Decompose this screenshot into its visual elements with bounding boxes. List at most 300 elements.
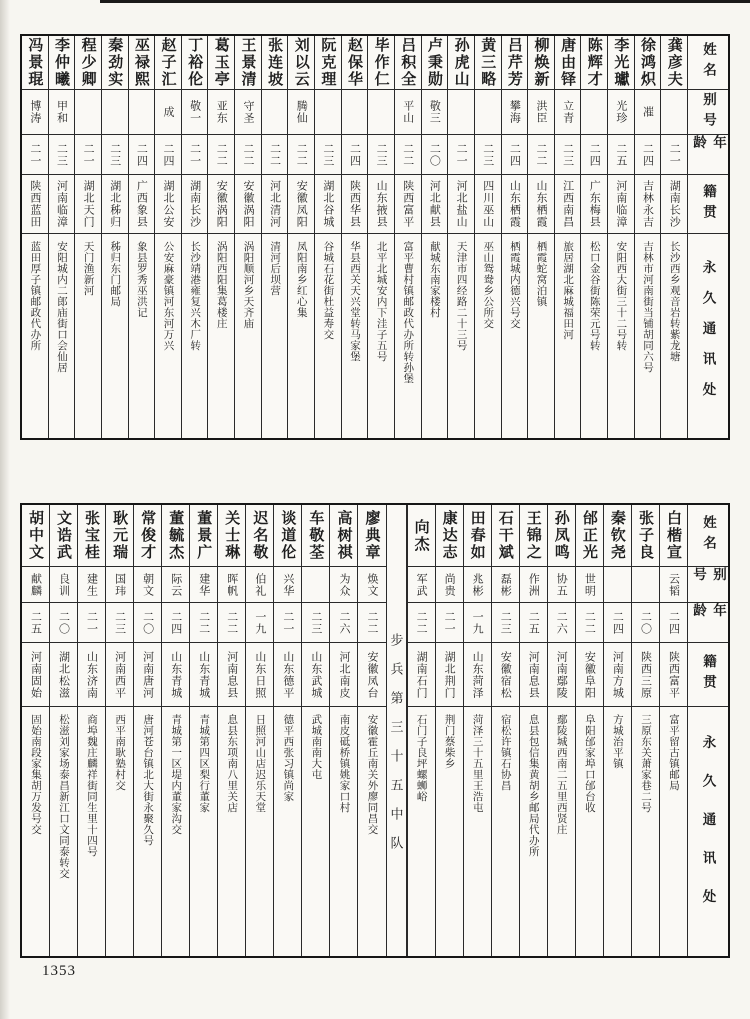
address-cell: 富平曹村镇邮政代办所转孙堡 (402, 241, 414, 384)
unit-label-column: 步兵第三十五中队 (386, 505, 406, 956)
person-column (634, 36, 661, 438)
person-column (128, 36, 155, 438)
address-cell: 象县罗秀巫洪记 (135, 241, 147, 318)
address-cell: 南皮砥桥镇姚家口村 (338, 714, 350, 813)
origin-cell: 陕西华县 (342, 175, 368, 234)
name-cell: 关士琳 (218, 505, 245, 567)
person-column (435, 505, 463, 956)
name-cell: 耿元瑞 (106, 505, 133, 567)
scan-artifact-top-line (100, 0, 750, 3)
address-cell: 方城治平镇 (611, 714, 623, 769)
alias-cell: 云韬 (660, 567, 687, 603)
age-cell: 二四 (604, 603, 631, 643)
alias-cell: 立青 (555, 90, 581, 135)
age-cell: 二二 (208, 135, 234, 175)
alias-cell (315, 90, 341, 135)
alias-cell: 亚东 (208, 90, 234, 135)
name-cell: 卢秉勋 (422, 36, 448, 90)
age-cell: 二〇 (50, 603, 77, 643)
person-column (133, 505, 161, 956)
origin-cell: 河南息县 (520, 643, 547, 707)
age-cell: 二二 (262, 135, 288, 175)
origin-cell: 河南西平 (106, 643, 133, 707)
alias-cell: 尚贵 (436, 567, 463, 603)
age-cell: 二四 (660, 603, 687, 643)
age-cell: 一九 (246, 603, 273, 643)
header-address: 永久通讯处 (700, 259, 716, 413)
name-cell: 李光瓛 (608, 36, 634, 90)
origin-cell: 河南固始 (22, 643, 49, 707)
origin-cell: 山东青城 (190, 643, 217, 707)
name-cell: 冯景琨 (22, 36, 48, 90)
address-cell: 商埠魏庄麟祥街同生里十四号 (86, 714, 98, 857)
person-column (77, 505, 105, 956)
alias-cell (342, 90, 368, 135)
alias-cell: 际云 (162, 567, 189, 603)
origin-cell: 安徽凤阳 (288, 175, 314, 234)
alias-cell: 腾仙 (288, 90, 314, 135)
address-cell: 青城第四区梨行董家 (198, 714, 210, 813)
alias-cell: 兆彬 (464, 567, 491, 603)
origin-cell: 陕西富平 (660, 643, 687, 707)
address-cell: 青城第一区堤内董家沟交 (170, 714, 182, 835)
alias-cell (475, 90, 501, 135)
page-number: 1353 (42, 963, 76, 979)
address-cell: 武城南南大屯 (310, 714, 322, 780)
alias-cell: 焕文 (358, 567, 385, 603)
age-cell: 二三 (106, 603, 133, 643)
bottom-roster-table (20, 503, 730, 958)
age-cell: 二二 (395, 135, 421, 175)
address-cell: 息县东项南八里关店 (226, 714, 238, 813)
origin-cell: 山东栖霞 (528, 175, 554, 234)
address-cell: 凤阳南乡红心集 (295, 241, 307, 318)
person-column (261, 36, 288, 438)
age-cell: 二二 (408, 603, 435, 643)
name-cell: 赵子汇 (155, 36, 181, 90)
address-cell: 华县西关天兴堂转马家堡 (349, 241, 360, 362)
name-cell: 李仲曦 (49, 36, 75, 90)
alias-cell: 协五 (548, 567, 575, 603)
alias-cell (262, 90, 288, 135)
alias-cell: 光珍 (608, 90, 634, 135)
name-cell: 董毓杰 (162, 505, 189, 567)
age-cell: 二三 (368, 135, 394, 175)
person-column (181, 36, 208, 438)
alias-cell: 伯礼 (246, 567, 273, 603)
origin-cell: 湖南长沙 (182, 175, 208, 234)
top-roster-table (20, 34, 730, 440)
age-cell: 二四 (635, 135, 661, 175)
origin-cell: 河北清河 (262, 175, 288, 234)
name-cell: 常俊才 (134, 505, 161, 567)
name-cell: 柳焕新 (528, 36, 554, 90)
header-column (687, 505, 728, 956)
age-cell: 二六 (330, 603, 357, 643)
header-name: 姓名 (688, 505, 728, 567)
person-column (22, 36, 48, 438)
address-cell: 栖霞城内德兴号交 (508, 241, 520, 329)
person-column (491, 505, 519, 956)
name-cell: 高树祺 (330, 505, 357, 567)
address-cell: 阜阳邰家埠口邰台收 (583, 714, 595, 813)
person-column (154, 36, 181, 438)
header-origin: 籍贯 (688, 643, 728, 707)
person-column (105, 505, 133, 956)
person-column (245, 505, 273, 956)
origin-cell: 四川巫山 (475, 175, 501, 234)
address-cell: 栖霞蛇窝泊镇 (535, 241, 547, 307)
address-cell: 荆门蔡柴乡 (443, 714, 455, 769)
header-name: 姓名 (688, 36, 728, 90)
alias-cell: 博涛 (22, 90, 48, 135)
name-cell: 邰正光 (576, 505, 603, 567)
person-column (301, 505, 329, 956)
origin-cell: 陕西三原 (632, 643, 659, 707)
name-cell: 田春如 (464, 505, 491, 567)
age-cell: 二二 (235, 135, 261, 175)
person-column (161, 505, 189, 956)
address-cell: 吉林市河南街当铺胡同六号 (642, 241, 654, 373)
person-column (367, 36, 394, 438)
address-cell: 献城东南家楼村 (428, 241, 440, 318)
name-cell: 康达志 (436, 505, 463, 567)
name-cell: 葛玉亭 (208, 36, 234, 90)
person-column (48, 36, 75, 438)
origin-cell: 安徽涡阳 (208, 175, 234, 234)
age-cell: 二三 (492, 603, 519, 643)
alias-cell: 为众 (330, 567, 357, 603)
alias-cell (368, 90, 394, 135)
name-cell: 孙凤鸣 (548, 505, 575, 567)
address-cell: 菏泽三十五里王浩屯 (471, 714, 483, 813)
person-column (547, 505, 575, 956)
person-column (22, 505, 49, 956)
address-cell: 旅居湖北麻城福田河 (562, 241, 574, 340)
name-cell: 胡中文 (22, 505, 49, 567)
address-cell: 安徽霍丘南关外廖同昌交 (366, 714, 378, 835)
address-cell: 三原东关萧家巷二号 (639, 714, 651, 813)
age-cell: 二五 (520, 603, 547, 643)
alias-cell: 朝文 (134, 567, 161, 603)
alias-cell: 守圣 (235, 90, 261, 135)
alias-cell: 建华 (190, 567, 217, 603)
age-cell: 二四 (502, 135, 528, 175)
person-column (287, 36, 314, 438)
alias-cell (102, 90, 128, 135)
age-cell: 二四 (162, 603, 189, 643)
alias-cell: 国玮 (106, 567, 133, 603)
person-column (474, 36, 501, 438)
name-cell: 王锦之 (520, 505, 547, 567)
origin-cell: 陕西蓝田 (22, 175, 48, 234)
name-cell: 孙虎山 (448, 36, 474, 90)
name-cell: 毕作仁 (368, 36, 394, 90)
origin-cell: 湖北谷城 (315, 175, 341, 234)
age-cell: 二一 (661, 135, 687, 175)
address-cell: 天门渔新河 (82, 241, 94, 296)
alias-cell: 磊彬 (492, 567, 519, 603)
origin-cell: 湖北秭归 (102, 175, 128, 234)
name-cell: 吕积全 (395, 36, 421, 90)
alias-cell: 世明 (576, 567, 603, 603)
origin-cell: 河南临漳 (608, 175, 634, 234)
origin-cell: 山东青城 (162, 643, 189, 707)
address-cell: 长沙靖港雍复兴木厂转 (189, 241, 201, 351)
person-column (463, 505, 491, 956)
name-cell: 廖典章 (358, 505, 385, 567)
age-cell: 二二 (288, 135, 314, 175)
address-cell: 息县包信集黄胡乡邮局代办所 (527, 714, 539, 857)
name-cell: 唐由铎 (555, 36, 581, 90)
age-cell: 二四 (581, 135, 607, 175)
header-alias: 别号 (688, 567, 728, 603)
person-column (74, 36, 101, 438)
origin-cell: 河南鄢陵 (548, 643, 575, 707)
alias-cell: 作洲 (520, 567, 547, 603)
alias-cell (129, 90, 155, 135)
alias-cell: 良训 (50, 567, 77, 603)
origin-cell: 湖北松滋 (50, 643, 77, 707)
origin-cell: 山东日照 (246, 643, 273, 707)
origin-cell: 山东德平 (274, 643, 301, 707)
address-cell: 谷城石花街杜益寿交 (322, 241, 334, 340)
alias-cell (581, 90, 607, 135)
name-cell: 车敬荃 (302, 505, 329, 567)
name-cell: 黄三略 (475, 36, 501, 90)
origin-cell: 山东栖霞 (502, 175, 528, 234)
name-cell: 徐鸿炽 (635, 36, 661, 90)
origin-cell: 河北南皮 (330, 643, 357, 707)
origin-cell: 广东梅县 (581, 175, 607, 234)
person-column (659, 505, 687, 956)
address-cell: 蓝田厚子镇邮政代办所 (29, 241, 41, 351)
scan-artifact-left-edge (0, 0, 10, 1019)
name-cell: 刘以云 (288, 36, 314, 90)
address-cell: 天津市四经路二十三号 (455, 241, 467, 351)
person-column (607, 36, 634, 438)
age-cell: 二一 (78, 603, 105, 643)
name-cell: 谈道伦 (274, 505, 301, 567)
person-column (234, 36, 261, 438)
origin-cell: 湖南长沙 (661, 175, 687, 234)
alias-cell: 晖帆 (218, 567, 245, 603)
name-cell: 吕芹芳 (502, 36, 528, 90)
person-column (49, 505, 77, 956)
age-cell: 二〇 (422, 135, 448, 175)
header-address: 永久通讯处 (700, 735, 716, 928)
address-cell: 安阳城内二郎庙街口会仙居 (55, 241, 67, 373)
age-cell: 二一 (436, 603, 463, 643)
age-cell: 二一 (448, 135, 474, 175)
alias-cell: 兴华 (274, 567, 301, 603)
alias-cell: 成 (155, 90, 181, 135)
person-column (217, 505, 245, 956)
address-cell: 松口金谷街陈荣元号转 (588, 241, 600, 351)
address-cell: 巫山鸳鸯乡公所交 (482, 241, 494, 329)
name-cell: 程少卿 (75, 36, 101, 90)
age-cell: 二二 (358, 603, 385, 643)
alias-cell: 攀海 (502, 90, 528, 135)
person-column (631, 505, 659, 956)
address-cell: 秭归东门邮局 (109, 241, 121, 307)
address-cell: 德平西张习镇尚家 (282, 714, 294, 802)
alias-cell (448, 90, 474, 135)
origin-cell: 河南息县 (218, 643, 245, 707)
name-cell: 张子良 (632, 505, 659, 567)
name-cell: 董景广 (190, 505, 217, 567)
person-column (603, 505, 631, 956)
origin-cell: 安徽宿松 (492, 643, 519, 707)
address-cell: 唐河苍台镇北大街永聚久号 (142, 714, 154, 846)
age-cell: 二三 (302, 603, 329, 643)
origin-cell: 吉林永吉 (635, 175, 661, 234)
name-cell: 张宝桂 (78, 505, 105, 567)
age-cell: 二三 (555, 135, 581, 175)
age-cell: 二四 (129, 135, 155, 175)
header-age: 年龄 (688, 135, 728, 175)
address-cell: 涡阳西阳集葛楼庄 (215, 241, 227, 329)
age-cell: 二三 (102, 135, 128, 175)
address-cell: 清河后坝营 (269, 241, 281, 296)
address-cell: 鄢陵城西南二五里西贤庄 (555, 714, 567, 835)
origin-cell: 江西南昌 (555, 175, 581, 234)
alias-cell: 敬三 (422, 90, 448, 135)
address-cell: 松滋刘家场泰昌新江口文同泰转交 (58, 714, 69, 879)
origin-cell: 湖北荆门 (436, 643, 463, 707)
name-cell: 迟名敬 (246, 505, 273, 567)
age-cell: 二六 (548, 603, 575, 643)
age-cell: 一九 (464, 603, 491, 643)
header-alias: 别号 (688, 90, 728, 135)
age-cell: 二四 (155, 135, 181, 175)
name-cell: 陈辉才 (581, 36, 607, 90)
person-column (501, 36, 528, 438)
age-cell: 二一 (75, 135, 101, 175)
person-column (101, 36, 128, 438)
age-cell: 二五 (22, 603, 49, 643)
age-cell: 二三 (315, 135, 341, 175)
age-cell: 二二 (576, 603, 603, 643)
origin-cell: 山东武城 (302, 643, 329, 707)
alias-cell: 建生 (78, 567, 105, 603)
header-age: 年龄 (688, 603, 728, 643)
origin-cell: 山东济南 (78, 643, 105, 707)
age-cell: 二二 (528, 135, 554, 175)
age-cell: 二二 (190, 603, 217, 643)
alias-cell: 凗 (635, 90, 661, 135)
alias-cell: 献麟 (22, 567, 49, 603)
address-cell: 日照河山店迟乐天堂 (254, 714, 266, 813)
name-cell: 张连坡 (262, 36, 288, 90)
name-cell: 秦劲实 (102, 36, 128, 90)
name-cell: 龚彦夫 (661, 36, 687, 90)
person-column (189, 505, 217, 956)
origin-cell: 安徽阜阳 (576, 643, 603, 707)
person-column (357, 505, 385, 956)
person-column (660, 36, 687, 438)
age-cell: 二〇 (632, 603, 659, 643)
origin-cell: 河南唐河 (134, 643, 161, 707)
origin-cell: 河北献县 (422, 175, 448, 234)
origin-cell: 安徽涡阳 (235, 175, 261, 234)
origin-cell: 山东菏泽 (464, 643, 491, 707)
person-column (407, 505, 435, 956)
name-cell: 秦钦尧 (604, 505, 631, 567)
alias-cell (302, 567, 329, 603)
origin-cell: 河南方城 (604, 643, 631, 707)
address-cell: 固始南段家集胡万发号交 (29, 714, 41, 835)
alias-cell: 军武 (408, 567, 435, 603)
alias-cell: 甲和 (49, 90, 75, 135)
person-column (314, 36, 341, 438)
person-column (273, 505, 301, 956)
person-column (341, 36, 368, 438)
name-cell: 巫禄熙 (129, 36, 155, 90)
age-cell: 二一 (22, 135, 48, 175)
origin-cell: 湖南石门 (408, 643, 435, 707)
header-column (687, 36, 728, 438)
name-cell: 王景清 (235, 36, 261, 90)
name-cell: 白楷宣 (660, 505, 687, 567)
address-cell: 宿松许镇石协昌 (499, 714, 511, 791)
origin-cell: 广西象县 (129, 175, 155, 234)
age-cell: 二一 (274, 603, 301, 643)
person-column (207, 36, 234, 438)
origin-cell: 河南临漳 (49, 175, 75, 234)
person-column (554, 36, 581, 438)
age-cell: 二一 (182, 135, 208, 175)
age-cell: 二三 (49, 135, 75, 175)
alias-cell: 敬一 (182, 90, 208, 135)
name-cell: 向杰 (408, 505, 435, 567)
origin-cell: 安徽凤台 (358, 643, 385, 707)
age-cell: 二〇 (134, 603, 161, 643)
address-cell: 安阳西大街三十二号转 (615, 241, 627, 351)
name-cell: 石干斌 (492, 505, 519, 567)
age-cell: 二四 (342, 135, 368, 175)
name-cell: 阮克理 (315, 36, 341, 90)
alias-cell (75, 90, 101, 135)
origin-cell: 山东掖县 (368, 175, 394, 234)
alias-cell: 洪臣 (528, 90, 554, 135)
age-cell: 二三 (475, 135, 501, 175)
address-cell: 石门子良坪螺蛳峪 (415, 714, 427, 802)
person-column (527, 36, 554, 438)
alias-cell (604, 567, 631, 603)
person-column (329, 505, 357, 956)
origin-cell: 湖北天门 (75, 175, 101, 234)
person-column (519, 505, 547, 956)
address-cell: 富平留古镇邮局 (667, 714, 679, 791)
address-cell: 涡阳顺河乡天齐庙 (242, 241, 254, 329)
name-cell: 文诰武 (50, 505, 77, 567)
age-cell: 二五 (608, 135, 634, 175)
origin-cell: 河北盐山 (448, 175, 474, 234)
address-cell: 公安麻豪镇河东河万兴 (162, 241, 174, 351)
alias-cell: 平山 (395, 90, 421, 135)
name-cell: 赵保华 (342, 36, 368, 90)
header-origin: 籍贯 (688, 175, 728, 234)
alias-cell (661, 90, 687, 135)
address-cell: 长沙西乡观音岩转紫龙塘 (668, 241, 680, 362)
age-cell: 二二 (218, 603, 245, 643)
person-column (580, 36, 607, 438)
person-column (394, 36, 421, 438)
origin-cell: 陕西富平 (395, 175, 421, 234)
name-cell: 丁裕伦 (182, 36, 208, 90)
alias-cell (632, 567, 659, 603)
